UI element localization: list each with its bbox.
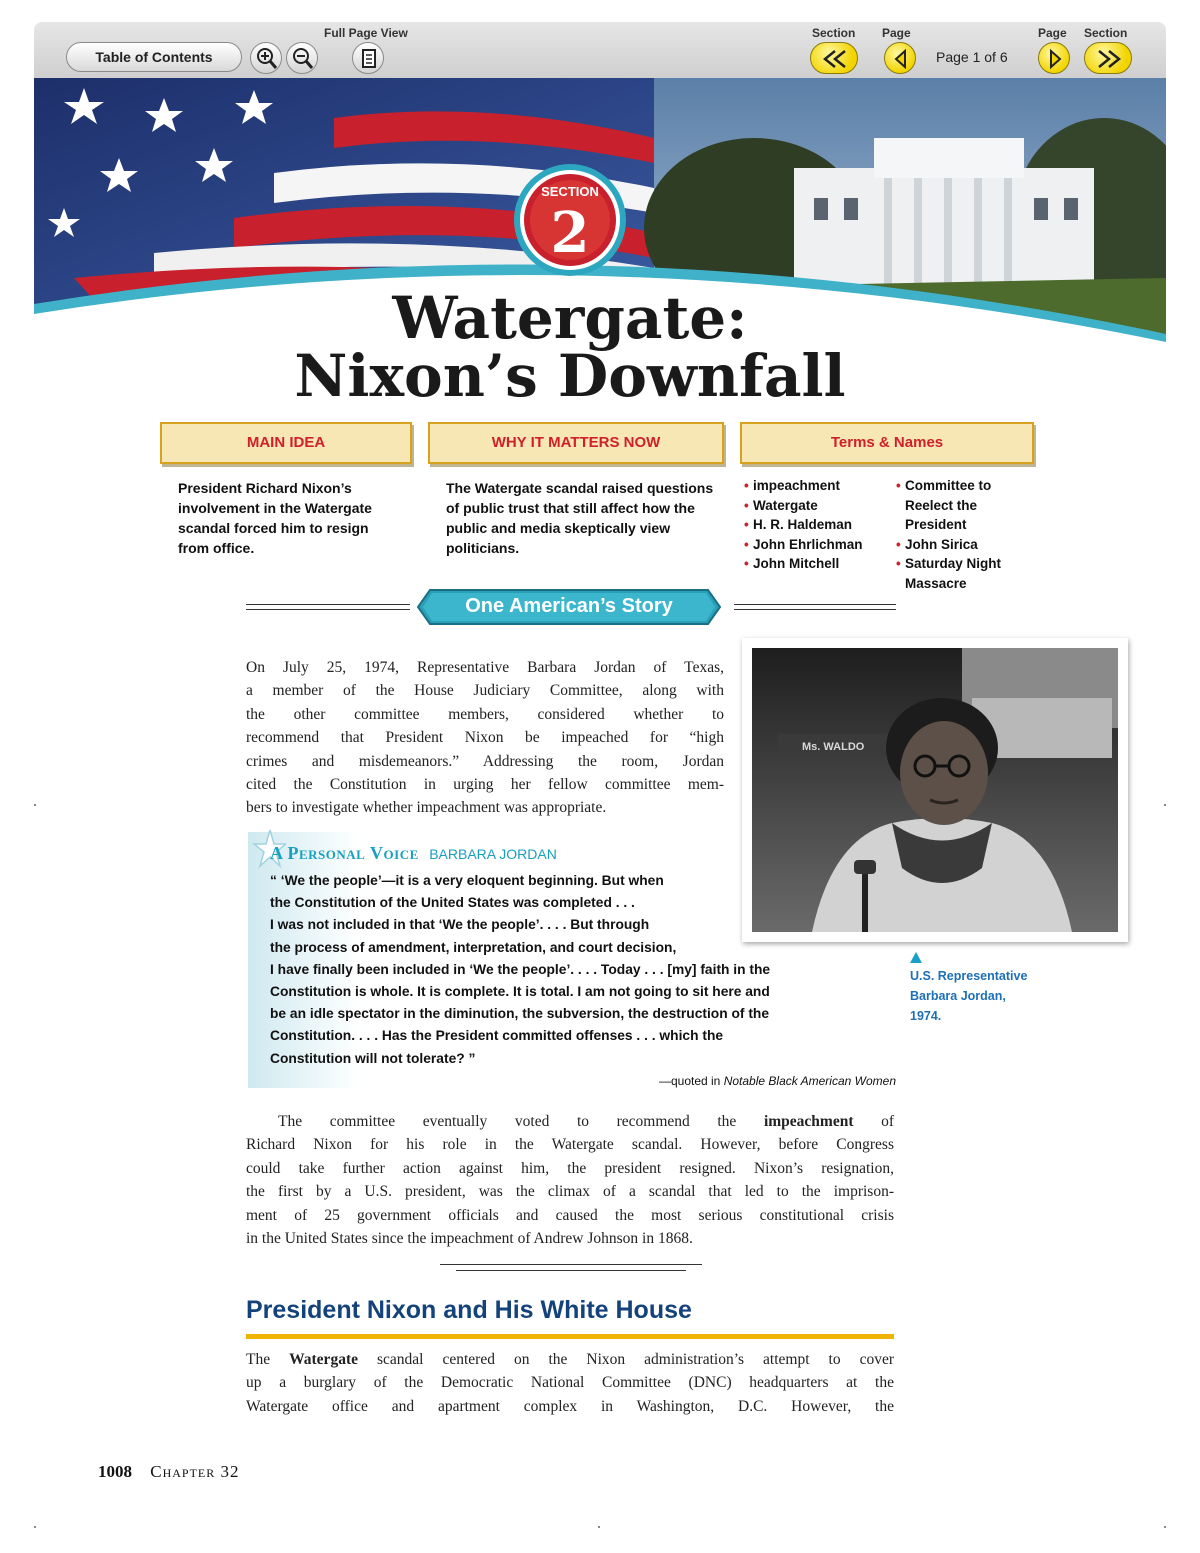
page-label-left: Page <box>882 26 911 40</box>
text-line: a member of the House Judiciary Committee, along with <box>246 682 724 700</box>
text-line: Watergate office and apartment complex in Washington, D.C. However, the <box>246 1397 894 1415</box>
terms-list-col1 <box>744 476 863 574</box>
full-page-icon <box>353 43 385 75</box>
text-line: recommend that President Nixon be impeached for “high <box>246 729 724 747</box>
quote-line: I was not included in that ‘We the people’. . . . But through <box>270 917 650 933</box>
next-section-button[interactable] <box>1084 42 1132 74</box>
table-of-contents-button[interactable]: Table of Contents <box>66 42 242 72</box>
text-line: the other committee members, considered whether to <box>246 705 724 723</box>
text-line <box>246 1110 894 1133</box>
personal-voice-heading <box>270 843 557 864</box>
zoom-in-button[interactable] <box>250 42 282 74</box>
viewer-toolbar <box>34 22 1166 78</box>
text-line: On July 25, 1974, Representative Barbara Jordan of Texas, <box>246 659 724 676</box>
crop-mark <box>1164 804 1166 806</box>
story-banner-label: One American’s Story <box>465 595 673 617</box>
term-item-continued: Reelect the <box>905 497 978 513</box>
next-page-button[interactable] <box>1038 42 1070 74</box>
text-line <box>246 1348 894 1371</box>
badge-number: 2 <box>550 200 590 266</box>
term-item: • Committee to <box>896 476 1001 496</box>
zoom-in-icon <box>251 43 283 75</box>
text-line: Richard Nixon for his role in the Watergate scandal. However, before Congress <box>246 1136 894 1154</box>
previous-page-button[interactable] <box>884 42 916 74</box>
story-rule-right <box>734 604 896 610</box>
term-item: • Saturday Night <box>896 554 1001 574</box>
page-number: 1008 <box>98 1462 132 1481</box>
crop-mark <box>34 804 36 806</box>
crop-mark <box>1164 1526 1166 1528</box>
text-fragment: scandal centered on the Nixon administration’s attempt to cover <box>377 1351 895 1368</box>
key-term-impeachment: impeachment <box>763 1113 854 1130</box>
main-idea-text: President Richard Nixon’s involvement in the Watergate scandal forced him to resign from office. <box>178 480 372 556</box>
caption-line: Barbara Jordan, <box>910 989 1006 1003</box>
quote-line: Constitution. . . . Has the President committed offenses . . . which the <box>270 1028 724 1044</box>
quote-line: the Constitution of the United States was completed . . . <box>270 895 635 911</box>
page-label-right: Page <box>1038 26 1067 40</box>
separator-rule <box>456 1270 686 1271</box>
quote-line: Constitution is whole. It is complete. It is total. I am not going to sit here and <box>270 984 770 1000</box>
page-readout: Page 1 of 6 <box>936 49 1008 65</box>
term-item: • John Mitchell <box>744 554 863 574</box>
crop-mark <box>598 1526 600 1528</box>
text-line: in the United States since the impeachment of Andrew Johnson in 1868. <box>246 1230 693 1248</box>
body-paragraph <box>246 1110 894 1250</box>
story-paragraph <box>246 656 724 820</box>
text-fragment: The committee eventually voted to recommend the <box>278 1113 737 1130</box>
text-line: crimes and misdemeanors.” Addressing the room, Jordan <box>246 752 724 770</box>
term-item: • H. R. Haldeman <box>744 515 863 535</box>
quote-line: I have finally been included in ‘We the people’. . . . Today . . . [my] faith in the <box>270 961 771 977</box>
chapter-label: Chapter 32 <box>150 1462 240 1481</box>
full-page-view-label: Full Page View <box>324 26 408 40</box>
terms-list-col2 <box>896 476 1001 594</box>
term-item: • Watergate <box>744 496 863 516</box>
badge-word: SECTION <box>541 184 599 199</box>
source-prefix: —quoted in <box>658 1074 721 1088</box>
body-paragraph <box>246 1348 894 1418</box>
caption-arrow-icon <box>910 952 922 963</box>
quote-line: be an idle spectator in the diminution, the subversion, the destruction of the <box>270 1006 770 1022</box>
personal-voice-quote <box>270 870 890 1070</box>
caption-line: U.S. Representative <box>910 969 1028 983</box>
left-icon <box>885 43 917 75</box>
why-it-matters-heading: WHY IT MATTERS NOW <box>428 422 724 464</box>
text-line: bers to investigate whether impeachment was appropriate. <box>246 799 607 817</box>
section-label-left: Section <box>812 26 856 40</box>
section-heading-underline <box>246 1334 894 1339</box>
main-idea-heading: MAIN IDEA <box>160 422 412 464</box>
text-line: the first by a U.S. president, was the climax of a scandal that led to the imprison- <box>246 1183 894 1201</box>
caption-line: 1974. <box>910 1009 942 1023</box>
story-rule-left <box>246 604 410 610</box>
text-line: ment of 25 government officials and caused the most serious constitutional crisis <box>246 1206 894 1224</box>
quote-source <box>560 1074 896 1088</box>
term-item: • impeachment <box>744 476 863 496</box>
term-item: • John Ehrlichman <box>744 535 863 555</box>
personal-voice-author: BARBARA JORDAN <box>429 846 557 862</box>
text-line: up a burglary of the Democratic National Committee (DNC) headquarters at the <box>246 1374 894 1392</box>
text-fragment: of <box>881 1113 895 1130</box>
right-icon <box>1039 43 1071 75</box>
page-footer <box>98 1462 240 1482</box>
section-badge <box>512 162 628 278</box>
text-line: could take further action against him, the president resigned. Nixon’s resignation, <box>246 1159 894 1177</box>
nameplate-text: Ms. WALDO <box>802 741 865 753</box>
section-heading: President Nixon and His White House <box>246 1296 692 1324</box>
page-title-line1: Watergate: <box>392 284 748 352</box>
section-label-right: Section <box>1084 26 1128 40</box>
why-it-matters-text: The Watergate scandal raised questions of public trust that still affect how the public and media skeptically view politicians. <box>446 480 714 556</box>
double-right-icon <box>1085 43 1133 75</box>
quote-line: “ ‘We the people’—it is a very eloquent beginning. But when <box>270 873 664 888</box>
crop-mark <box>34 1526 36 1528</box>
term-item-continued: Massacre <box>905 575 967 591</box>
term-item: • John Sirica <box>896 535 1001 555</box>
text-line: cited the Constitution in urging her fellow committee mem- <box>246 776 724 794</box>
term-item-continued: President <box>905 517 967 533</box>
personal-voice-title: A Personal Voice <box>270 843 419 863</box>
photo-caption <box>910 966 1070 1026</box>
previous-section-button[interactable] <box>810 42 858 74</box>
text-fragment: The <box>246 1351 271 1368</box>
double-left-icon <box>811 43 859 75</box>
source-title: Notable Black American Women <box>723 1074 896 1088</box>
page-title-line2: Nixon’s Downfall <box>294 342 846 410</box>
quote-line: Constitution will not tolerate? ” <box>270 1050 476 1066</box>
terms-names-heading: Terms & Names <box>740 422 1034 464</box>
key-term-watergate: Watergate <box>289 1351 358 1368</box>
zoom-out-icon <box>287 43 319 75</box>
zoom-out-button[interactable] <box>286 42 318 74</box>
quote-line: the process of amendment, interpretation, and court decision, <box>270 939 677 955</box>
separator-rule <box>440 1264 702 1265</box>
full-page-view-button[interactable] <box>352 42 384 74</box>
